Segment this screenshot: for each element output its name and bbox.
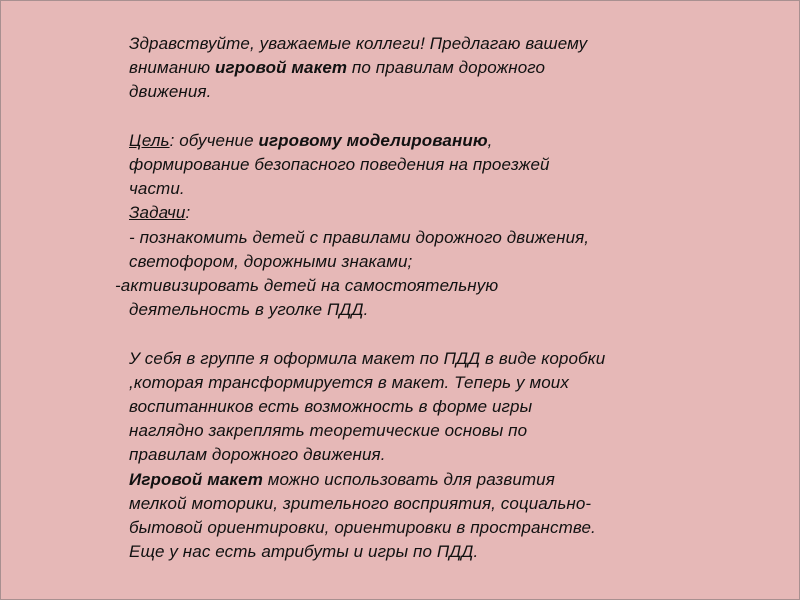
spacer [129,322,769,346]
usage-emphasis: Игровой макет [129,469,263,489]
usage-line-3: бытовой ориентировки, ориентировки в пространстве. [129,518,596,538]
goal-line-1: Цель: обучение игровому моделированию, [129,130,493,150]
paragraph-line-5: правилам дорожного движения. [129,445,386,465]
greeting-line-2: вниманию игровой макет по правилам дорожного [129,58,546,78]
goal-line-2: формирование безопасного поведения на проезжей [129,155,550,174]
paragraph-line-2: ,которая трансформируется в макет. Теперь у моих [129,372,569,392]
goal-line-3: части. [129,179,185,199]
game-model-emphasis: игровой макет [215,58,348,78]
task-item-2-line-1: -активизировать детей на самостоятельную [115,276,499,296]
slide-text [115,32,769,564]
usage-line-2: мелкой моторики, зрительного восприятия, социально- [129,493,592,513]
task-item-1-line-1: - познакомить детей с правилами дорожного движения, [129,227,590,247]
spacer [129,105,769,129]
game-modeling-emphasis: игровому моделированию [258,130,488,150]
tasks-label: Задачи [129,203,186,223]
greeting-line-1: Здравствуйте, уважаемые коллеги! Предлагаю вашему [129,34,588,53]
paragraph-line-3: воспитанников есть возможность в форме игры [129,397,533,417]
usage-line-4: Еще у нас есть атрибуты и игры по ПДД. [129,542,479,562]
task-item-2-line-2: деятельность в уголке ПДД. [129,300,369,320]
tasks-heading: Задачи: [129,203,191,223]
usage-line-1: Игровой макет можно использовать для развития [129,469,555,489]
greeting-line-3: движения. [129,82,212,102]
paragraph-line-1: У себя в группе я оформила макет по ПДД в виде коробки [129,348,606,368]
goal-label: Цель [129,130,170,150]
task-item-1-line-2: светофором, дорожными знаками; [129,251,413,271]
paragraph-line-4: наглядно закреплять теоретические основы по [129,421,528,441]
